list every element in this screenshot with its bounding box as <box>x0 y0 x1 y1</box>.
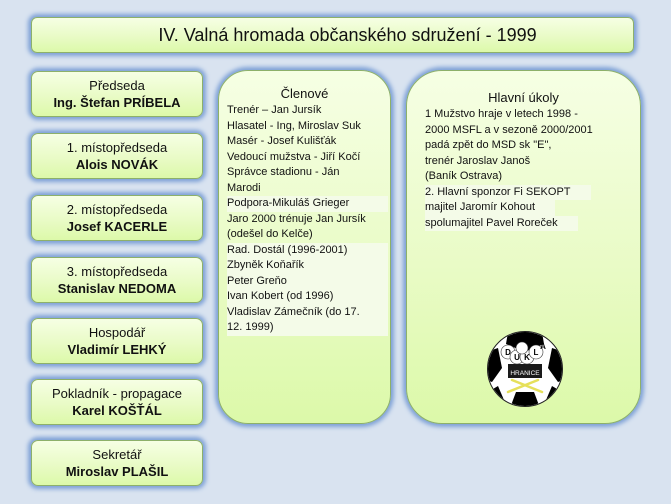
dukla-hranice-logo <box>486 330 564 408</box>
logo-subtext: HRANICE <box>510 370 540 377</box>
member-line: Jaro 2000 trénuje Jan Jursík <box>227 212 366 225</box>
member-line: Peter Greňo <box>227 274 388 290</box>
member-line: Ivan Kobert (od 1996) <box>227 289 388 305</box>
role-box-chairman <box>31 71 203 117</box>
role-position: 2. místopředseda <box>66 202 168 217</box>
tasks-heading: Hlavní úkoly <box>488 90 559 105</box>
member-line: 12. 1999) <box>227 320 388 336</box>
role-position: 1. místopředseda <box>66 140 168 155</box>
task-line: 1 Mužstvo hraje v letech 1998 - <box>425 108 578 120</box>
role-box-secretary <box>31 440 203 486</box>
members-heading: Členové <box>280 86 329 101</box>
member-line: Marodi <box>227 181 261 194</box>
member-line: Trenér – Jan Jursík <box>227 104 322 116</box>
role-box-treasurer <box>31 318 203 364</box>
role-name: Josef KACERLE <box>66 219 168 234</box>
logo-letter: D <box>505 348 511 357</box>
member-line: Rad. Dostál (1996-2001) <box>227 243 388 259</box>
logo-letter: U <box>514 353 520 362</box>
task-line: (Baník Ostrava) <box>425 170 503 182</box>
member-line: Vladislav Zámečník (do 17. <box>227 305 388 321</box>
task-line: padá zpět do MSD sk "E", <box>425 139 552 151</box>
member-line: Hlasatel - Ing, Miroslav Suk <box>227 119 361 132</box>
role-name: Alois NOVÁK <box>75 157 159 172</box>
role-box-vice-chairman-2 <box>31 195 203 241</box>
logo-letter: K <box>524 353 530 362</box>
member-line: (odešel do Kelče) <box>227 228 313 240</box>
member-line: Masér - Josef Kulišťák <box>227 135 337 147</box>
logo-letter: L <box>533 348 539 357</box>
role-position: Pokladník - propagace <box>51 386 183 401</box>
role-name: Karel KOŠŤÁL <box>72 403 162 418</box>
member-line: Podpora-Mikuláš Grieger <box>227 196 388 212</box>
task-line: majitel Jaromír Kohout <box>425 200 555 216</box>
member-line: Vedoucí mužstva - Jiří Kočí <box>227 150 361 163</box>
task-line: 2. Hlavní sponzor Fi SEKOPT <box>425 185 591 201</box>
members-panel <box>218 70 391 424</box>
role-position: Předseda <box>89 78 145 93</box>
role-position: Hospodář <box>88 325 146 340</box>
role-name: Stanislav NEDOMA <box>57 281 177 296</box>
role-position: Sekretář <box>92 447 142 462</box>
page-title <box>31 17 634 53</box>
logo-letter: A <box>540 342 546 351</box>
title-text: IV. Valná hromada občanského sdružení - 1999 <box>158 25 537 45</box>
role-box-vice-chairman-1 <box>31 133 203 179</box>
role-position: 3. místopředseda <box>66 264 168 279</box>
role-box-cashier <box>31 379 203 425</box>
role-name: Miroslav PLAŠIL <box>65 464 169 479</box>
role-name: Vladimír LEHKÝ <box>67 342 167 357</box>
task-line: 2000 MSFL a v sezoně 2000/2001 <box>425 123 593 136</box>
task-line: trenér Jaroslav Janoš <box>425 154 531 167</box>
role-name: Ing. Štefan PRÍBELA <box>53 95 181 110</box>
member-line: Zbyněk Koňařík <box>227 258 388 274</box>
task-line: spolumajitel Pavel Roreček <box>425 216 578 232</box>
role-box-vice-chairman-3 <box>31 257 203 303</box>
member-line: Správce stadionu - Ján <box>227 166 340 178</box>
